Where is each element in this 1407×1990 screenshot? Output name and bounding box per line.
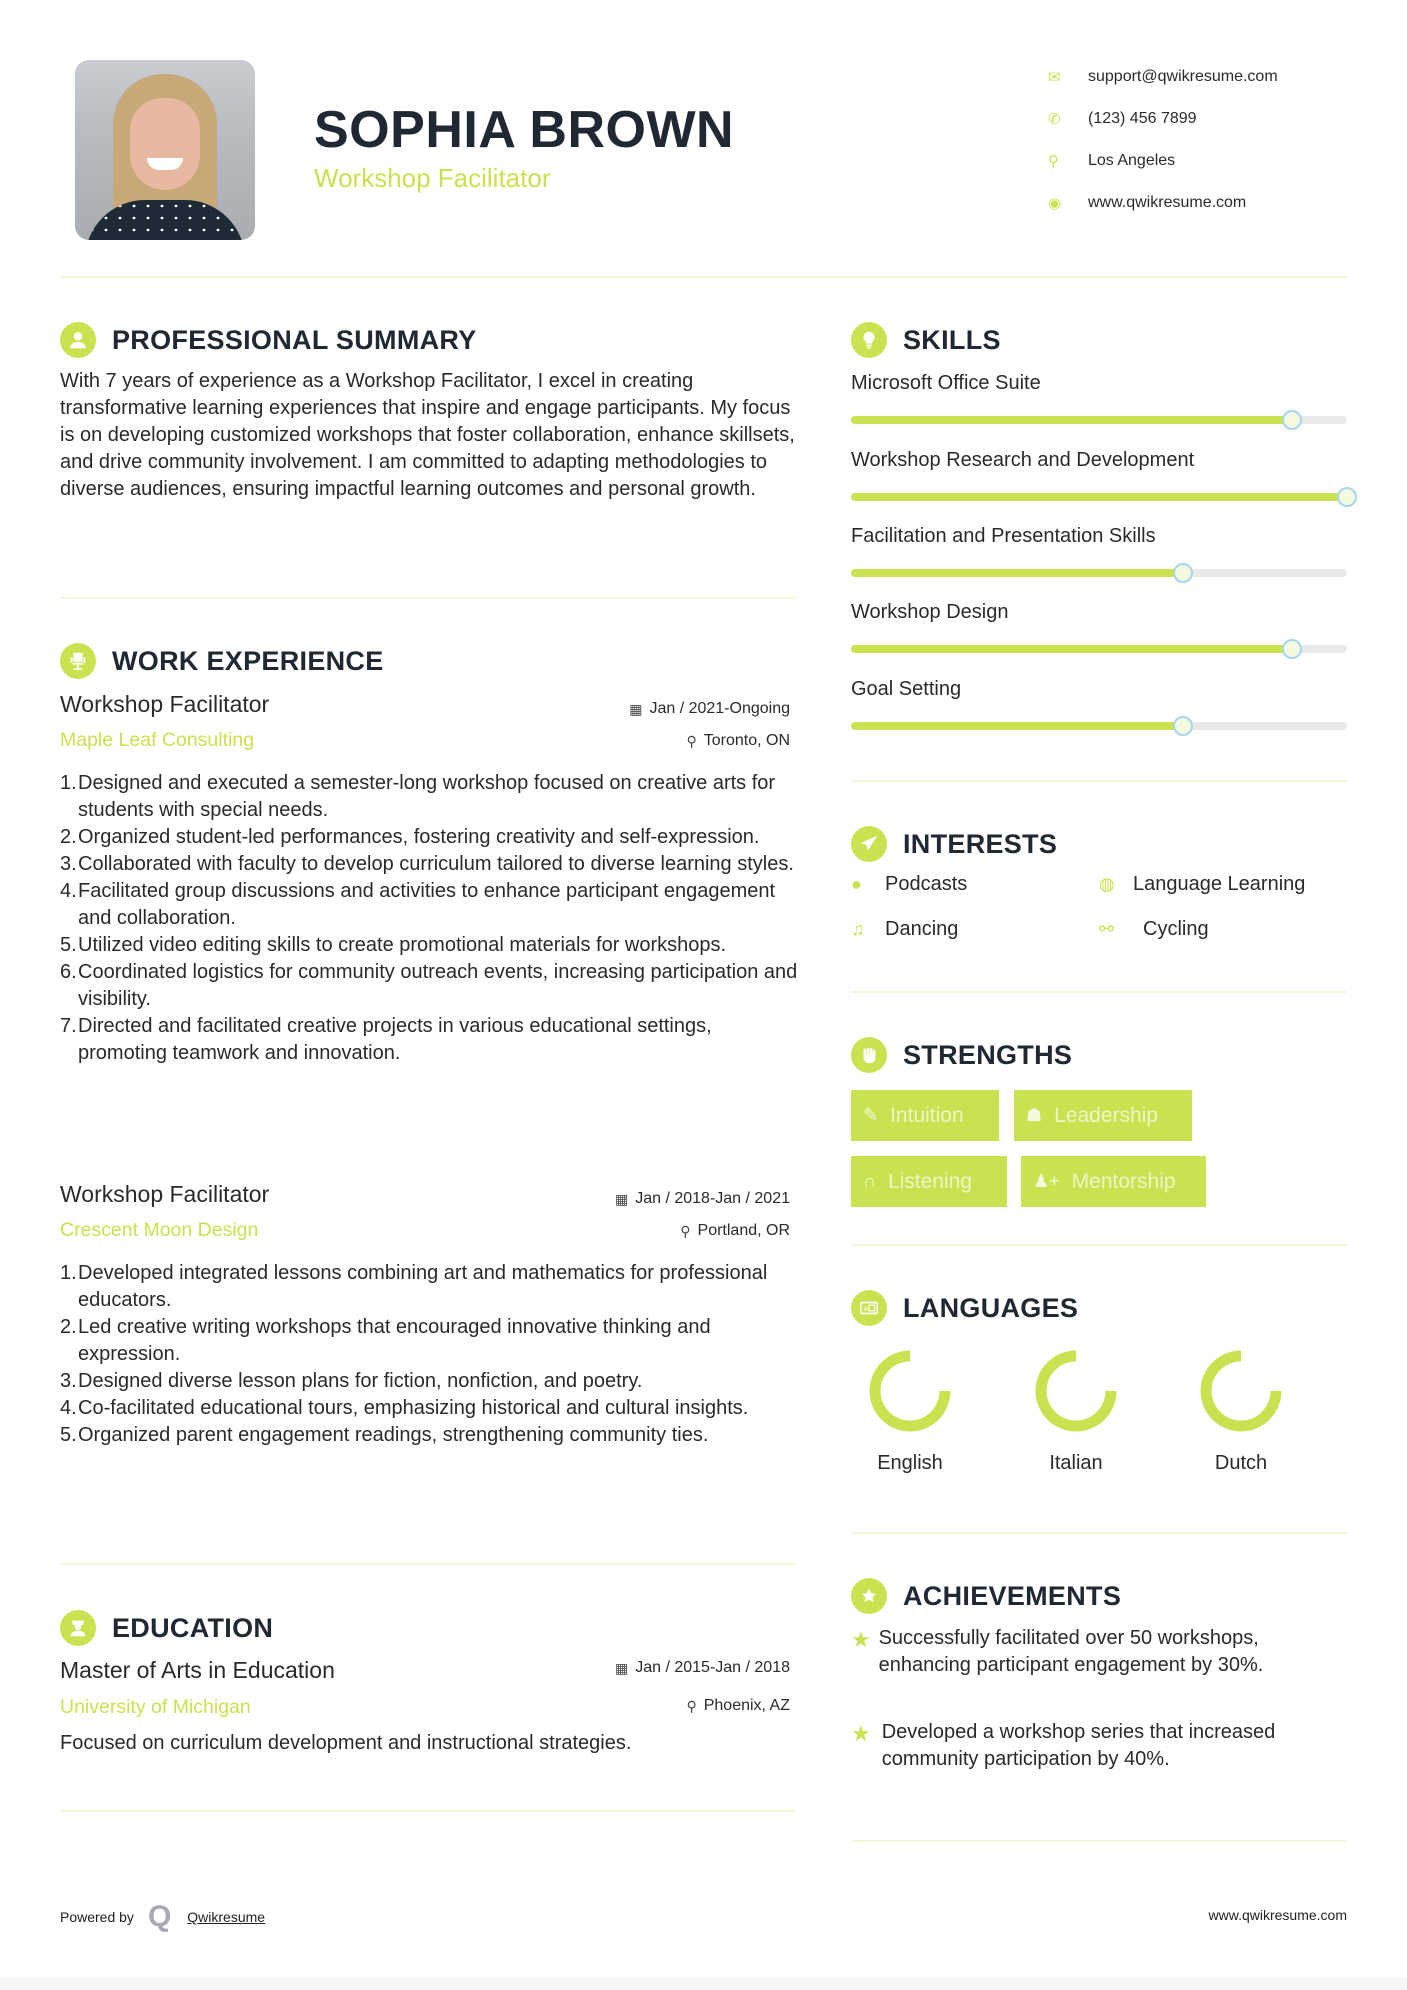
language-proficiency-ring (1195, 1345, 1287, 1437)
contact-email[interactable] (1048, 56, 1278, 98)
svg-text:A: A (863, 1305, 868, 1314)
degree-title: Master of Arts in Education (60, 1657, 335, 1683)
calendar-icon: ▦ (629, 700, 643, 717)
language-icon (851, 1290, 887, 1326)
education-location: ⚲ Phoenix, AZ (686, 1697, 790, 1714)
contact-website[interactable] (1048, 182, 1278, 224)
footer-website[interactable]: www.qwikresume.com (1208, 1907, 1347, 1923)
website-link[interactable]: www.qwikresume.com (1088, 194, 1247, 211)
lightbulb-icon (851, 322, 887, 358)
language-item (1021, 1345, 1131, 1475)
user-plus-icon: ♟+ (1033, 1171, 1060, 1191)
interest-item: ◍ Language Learning (1099, 873, 1306, 895)
summary-text: With 7 years of experience as a Workshop Facilitator, I excel in creating transformative learning experiences that inspire and engage participants. My focus is on developing customized workshops that foster collaboration, enhance skillsets, and drive community involvement. I am committed to adapting methodologies to diverse audiences, ensuring impactful learning outcomes and personal growth. (60, 370, 795, 500)
duty-item: Collaborated with faculty to develop curriculum tailored to diverse learning styles. (78, 853, 794, 875)
user-icon (60, 322, 96, 358)
skill-label: Workshop Research and Development (851, 449, 1195, 471)
language-label: Dutch (1214, 1452, 1268, 1474)
duty-item: Developed integrated lessons combining art and mathematics for professional educators. (78, 1262, 768, 1311)
phone-icon: ✆ (1048, 111, 1061, 128)
skill-label: Microsoft Office Suite (851, 372, 1041, 394)
skill-bar (851, 645, 1347, 653)
section-divider (851, 1532, 1347, 1534)
candidate-name: SOPHIA BROWN (314, 101, 735, 159)
graduate-icon (60, 1610, 96, 1646)
job-title: Workshop Facilitator (60, 1181, 270, 1207)
section-divider (851, 1840, 1347, 1842)
globe-icon: ◉ (1048, 195, 1062, 212)
skill-bar (851, 493, 1347, 501)
job-company: Crescent Moon Design (60, 1219, 259, 1241)
contact-location (1048, 140, 1278, 182)
skill-label: Goal Setting (851, 678, 962, 700)
location-text: Los Angeles (1088, 152, 1176, 169)
header-divider (60, 276, 1347, 278)
achievement-item: ★ Successfully facilitated over 50 workshops, enhancing participant engagement by 30%. (851, 1625, 1351, 1679)
skill-knob (1173, 716, 1193, 736)
section-title: STRENGTHS (903, 1039, 1073, 1070)
skill-knob (1173, 563, 1193, 583)
bicycle-icon: ⚯ (1099, 919, 1115, 939)
duty-item: Co-facilitated educational tours, emphasizing historical and cultural insights. (78, 1397, 749, 1419)
office-chair-icon (60, 643, 96, 679)
duty-item: Organized student-led performances, fostering creativity and self-expression. (78, 826, 760, 848)
strength-badge: ☗ Leadership (1014, 1090, 1192, 1141)
skill-knob (1337, 487, 1357, 507)
group-icon: ☗ (1026, 1105, 1043, 1125)
skills-header (851, 322, 1001, 358)
globe-icon: ◍ (1099, 874, 1115, 894)
star-badge-icon (851, 1578, 887, 1614)
job-title: Workshop Facilitator (60, 691, 270, 717)
music-note-icon: ♫ (851, 919, 865, 939)
qwikresume-logo-icon: Q (147, 1900, 172, 1933)
strength-badge: ∩ Listening (851, 1156, 1007, 1207)
experience-header (60, 643, 384, 679)
duty-item: Facilitated group discussions and activities to enhance participant engagement and collaboration. (78, 880, 776, 929)
job-dates: ▦ Jan / 2021-Ongoing (629, 700, 790, 717)
section-title: ACHIEVEMENTS (903, 1580, 1122, 1611)
paper-plane-icon (851, 826, 887, 862)
star-icon: ★ (851, 1627, 871, 1652)
skill-label: Workshop Design (851, 601, 1009, 623)
job-location: ⚲ Portland, OR (680, 1222, 790, 1239)
language-proficiency-ring (864, 1345, 956, 1437)
email-text[interactable]: support@qwikresume.com (1088, 68, 1278, 85)
interest-item: ● Podcasts (851, 873, 968, 895)
page-bottom-band (0, 1978, 1407, 1990)
candidate-title: Workshop Facilitator (314, 163, 551, 193)
microphone-icon: ● (851, 874, 862, 894)
duty-item: Led creative writing workshops that encouraged innovative thinking and expression. (78, 1316, 711, 1365)
section-title: PROFESSIONAL SUMMARY (112, 324, 477, 355)
education-description: Focused on curriculum development and instructional strategies. (60, 1732, 632, 1754)
job-company: Maple Leaf Consulting (60, 729, 255, 751)
section-divider (851, 991, 1347, 993)
section-title: LANGUAGES (903, 1292, 1079, 1323)
duty-item: Coordinated logistics for community outreach events, increasing participation and visibility. (78, 961, 798, 1010)
pushpin-icon: ⚲ (686, 732, 697, 749)
envelope-icon: ✉ (1048, 69, 1061, 86)
qwikresume-link[interactable]: Qwikresume (187, 1909, 266, 1925)
contact-phone[interactable] (1048, 98, 1278, 140)
education-header (60, 1610, 273, 1646)
footer-powered-by: Powered by Q Qwikresume (60, 1900, 266, 1933)
achievements-header (851, 1578, 1121, 1614)
summary-header (60, 322, 477, 358)
calendar-icon: ▦ (614, 1190, 629, 1207)
section-title: INTERESTS (903, 828, 1058, 859)
education-dates: ▦ Jan / 2015-Jan / 2018 (614, 1659, 790, 1676)
language-item (1186, 1345, 1296, 1475)
headphones-icon: ∩ (863, 1171, 876, 1191)
section-title: EDUCATION (112, 1612, 274, 1643)
achievement-item: ★ Developed a workshop series that increased community participation by 40%. (851, 1719, 1351, 1773)
pushpin-icon: ⚲ (686, 1697, 697, 1714)
section-divider (60, 1563, 795, 1565)
calendar-icon: ▦ (614, 1659, 629, 1676)
duty-item: Organized parent engagement readings, strengthening community ties. (78, 1424, 709, 1446)
strength-badge: ♟+ Mentorship (1021, 1156, 1206, 1207)
duty-item: Directed and facilitated creative projects in various educational settings, promoting teamwork and innovation. (78, 1015, 712, 1064)
job-dates: ▦ Jan / 2018-Jan / 2021 (614, 1190, 790, 1207)
skill-label: Facilitation and Presentation Skills (851, 525, 1156, 547)
section-divider (60, 597, 795, 599)
fist-icon (851, 1037, 887, 1073)
interest-item: ♫ Dancing (851, 918, 959, 940)
school-name: University of Michigan (60, 1696, 251, 1718)
languages-header (851, 1290, 1078, 1326)
pushpin-icon: ⚲ (680, 1222, 691, 1239)
language-item (855, 1345, 965, 1475)
skill-knob (1282, 410, 1302, 430)
strengths-header (851, 1037, 1072, 1073)
star-icon: ★ (851, 1721, 871, 1746)
profile-photo (75, 60, 255, 240)
skill-bar (851, 722, 1347, 730)
skill-knob (1282, 639, 1302, 659)
duty-item: Utilized video editing skills to create promotional materials for workshops. (78, 934, 727, 956)
duty-item: Designed diverse lesson plans for fiction, nonfiction, and poetry. (78, 1370, 643, 1392)
interest-item: ⚯ Cycling (1099, 918, 1209, 940)
skill-bar (851, 416, 1347, 424)
job-duties (60, 770, 800, 1067)
skill-bar (851, 569, 1347, 577)
language-label: Italian (1049, 1452, 1103, 1474)
language-proficiency-ring (1030, 1345, 1122, 1437)
contact-info (1048, 56, 1278, 224)
interests-header (851, 826, 1057, 862)
map-pin-icon: ⚲ (1048, 153, 1059, 170)
magic-wand-icon: ✎ (863, 1105, 879, 1125)
section-title: SKILLS (903, 324, 1001, 355)
language-label: English (877, 1452, 943, 1474)
strength-badge: ✎ Intuition (851, 1090, 999, 1141)
section-divider (60, 1810, 795, 1812)
section-divider (851, 780, 1347, 782)
duty-item: Designed and executed a semester-long workshop focused on creative arts for students with special needs. (78, 772, 776, 821)
section-title: WORK EXPERIENCE (112, 645, 384, 676)
phone-text[interactable]: (123) 456 7899 (1088, 110, 1197, 127)
job-duties (60, 1260, 800, 1449)
section-divider (851, 1244, 1347, 1246)
job-location: ⚲ Toronto, ON (686, 732, 790, 749)
